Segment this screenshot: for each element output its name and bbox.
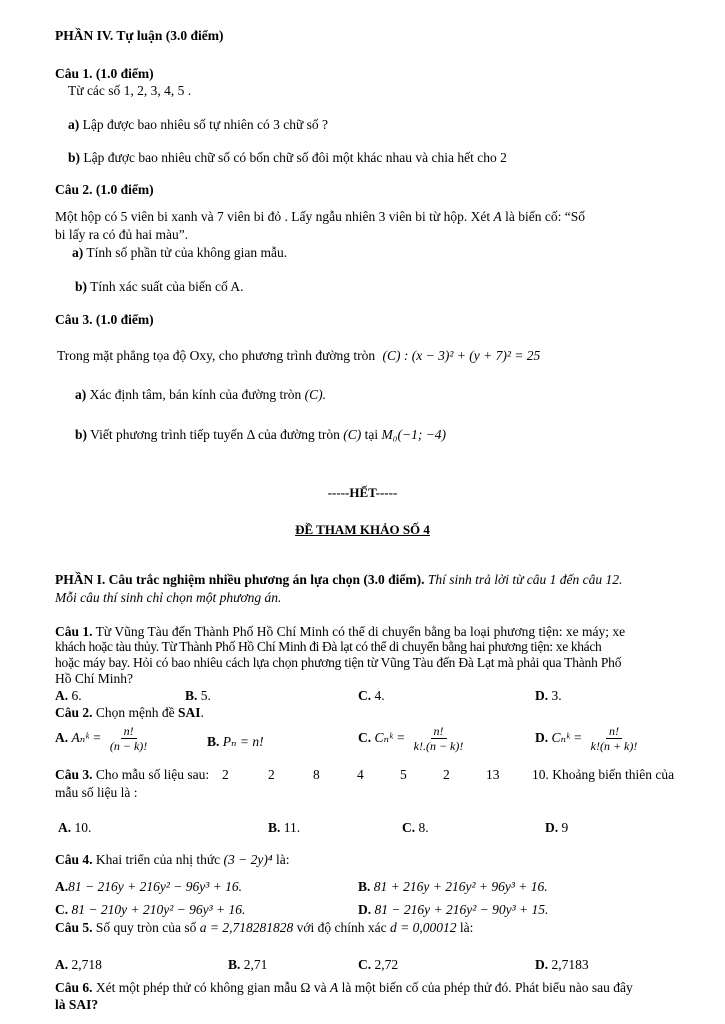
q3-stem-cont: mẫu số liệu là :	[55, 785, 138, 800]
val: 2,71	[243, 957, 268, 972]
q2-opt-d[interactable]	[535, 724, 642, 754]
key: D.	[545, 820, 559, 835]
key: A.	[55, 688, 69, 703]
key: C.	[358, 688, 372, 703]
q4-expr: (3 − 2y)⁴	[223, 852, 273, 867]
q3-opt-d[interactable]	[545, 820, 568, 837]
q2-label: Câu 2.	[55, 705, 93, 720]
q4-text: Khai triển của nhị thức	[95, 852, 221, 867]
key: D.	[535, 688, 549, 703]
q5-opt-b[interactable]	[228, 957, 267, 974]
q3-data-value: 2	[268, 767, 275, 782]
fraction	[411, 724, 467, 754]
q5-d: d = 0,00012	[390, 920, 457, 935]
q2-opt-c[interactable]	[358, 724, 468, 754]
q3-data-value: 4	[357, 767, 364, 782]
q5-label: Câu 5.	[55, 920, 93, 935]
key: C.	[402, 820, 416, 835]
q3-data-value: 13	[486, 767, 500, 782]
q2-dot: .	[200, 705, 204, 720]
q5-tail: là:	[459, 920, 474, 935]
num: n!	[606, 724, 622, 739]
key: A.	[55, 729, 69, 745]
key: B.	[268, 820, 281, 835]
val: 2,72	[374, 957, 399, 972]
fraction	[588, 724, 641, 754]
val: 4.	[374, 688, 385, 703]
q2-opt-a[interactable]	[55, 724, 152, 754]
num: n!	[121, 724, 137, 739]
key: A.	[58, 820, 72, 835]
val: 6.	[71, 688, 82, 703]
part1-heading	[55, 572, 622, 589]
text: Lập được bao nhiêu chữ số có bốn chữ số đôi một khác nhau và chia hết cho 2	[83, 150, 507, 165]
q5-mid: với độ chính xác	[296, 920, 387, 935]
q3-data-value: 5	[400, 767, 407, 782]
fraction	[107, 724, 150, 754]
p4-q2-a	[72, 245, 287, 262]
q5-opt-d[interactable]	[535, 957, 589, 974]
val: 8.	[418, 820, 429, 835]
circle-symbol: (C).	[304, 387, 327, 402]
stem-var: A	[493, 209, 502, 224]
q5-opt-c[interactable]	[358, 957, 398, 974]
q6-text-b: là một biến cố của phép thử đó. Phát biểu nào sau đây	[341, 980, 633, 995]
q4-tail: là:	[275, 852, 290, 867]
key: D.	[535, 729, 549, 745]
text: Tính xác suất của biến cố A.	[90, 279, 244, 294]
q3-data-value: 10	[532, 767, 546, 782]
label: b)	[75, 279, 88, 294]
q4-stem	[55, 852, 289, 869]
circle-symbol: (C)	[343, 427, 362, 442]
val: 2,7183	[551, 957, 589, 972]
key: C.	[55, 902, 69, 917]
text: Xác định tâm, bán kính của đường tròn	[89, 387, 302, 402]
label: b)	[68, 150, 81, 165]
p4-q2-stem	[55, 209, 585, 226]
q3-data-value: 2	[222, 767, 229, 782]
q6-var: A	[329, 980, 339, 995]
val: 81 − 210y + 210y² − 96y³ + 16.	[71, 902, 246, 917]
q1-line3: hoặc máy bay. Hỏi có bao nhiêu cách lựa chọn phương tiện từ Vũng Tàu đến Đà Lạt mà phải qua Thành Phố	[55, 655, 622, 670]
val: 9	[561, 820, 569, 835]
q2-stem	[55, 705, 204, 722]
q2-text: Chọn mệnh đề	[95, 705, 175, 720]
key: C.	[358, 957, 372, 972]
lhs: Cₙᵏ =	[374, 729, 406, 745]
val: 10.	[74, 820, 92, 835]
val: 11.	[283, 820, 301, 835]
p4-q3-a	[75, 387, 326, 404]
val: 2,718	[71, 957, 102, 972]
p4-q1-title: Câu 1. (1.0 điểm)	[55, 66, 154, 81]
q5-text: Số quy tròn của số	[95, 920, 197, 935]
p4-q2-stem-cont: bi lấy ra có đủ hai màu”.	[55, 227, 189, 242]
key: D.	[535, 957, 549, 972]
point: M₀(−1; −4)	[381, 427, 447, 442]
q1-opt-c[interactable]	[358, 688, 385, 705]
at: tại	[364, 427, 379, 442]
key: D.	[358, 902, 372, 917]
lhs: Cₙᵏ =	[551, 729, 583, 745]
part4-heading: PHẦN IV. Tự luận (3.0 điểm)	[55, 28, 224, 43]
note: Thí sinh trả lời từ câu 1 đến câu 12.	[427, 572, 623, 587]
p4-q3-title: Câu 3. (1.0 điểm)	[55, 312, 154, 327]
q1-text: Từ Vũng Tàu đến Thành Phố Hồ Chí Minh có thể di chuyển bằng ba loại phương tiện: xe máy; xe	[95, 624, 626, 639]
q5-stem	[55, 920, 473, 937]
q3-opt-b[interactable]	[268, 820, 300, 837]
key: C.	[358, 729, 372, 745]
p4-q2-title: Câu 2. (1.0 điểm)	[55, 182, 154, 197]
q1-line2: khách hoặc tàu thủy. Từ Thành Phố Hồ Chí Minh đi Đà lạt có thể di chuyển bằng hai phương tiện: xe khách	[55, 639, 602, 654]
den: k!(n + k)!	[590, 739, 638, 754]
p4-q3-b	[75, 427, 446, 444]
q3-data-value: 2	[443, 767, 450, 782]
key: B.	[358, 879, 371, 894]
q1-line4: Hồ Chí Minh?	[55, 671, 134, 686]
exam-title: ĐỀ THAM KHẢO SỐ 4	[295, 522, 430, 537]
den: k!.(n − k)!	[413, 739, 464, 754]
q6-text: Xét một phép thử có không gian mẫu Ω và	[95, 980, 327, 995]
q6-label: Câu 6.	[55, 980, 93, 995]
key: B.	[185, 688, 198, 703]
end-marker: -----HẾT-----	[327, 485, 398, 500]
text: Viết phương trình tiếp tuyến Δ của đường tròn	[90, 427, 340, 442]
label: a)	[72, 245, 84, 260]
label: a)	[75, 387, 87, 402]
q2-sai: SAI	[178, 705, 201, 720]
q6-stem-cont: là SAI?	[55, 997, 99, 1012]
lhs: Aₙᵏ =	[71, 729, 102, 745]
key: B.	[228, 957, 241, 972]
key: A.	[55, 957, 69, 972]
q3-text: Cho mẫu số liệu sau:	[95, 767, 210, 782]
stem: Trong mặt phẳng tọa độ Oxy, cho phương trình đường tròn	[57, 348, 376, 363]
p4-q2-b	[75, 279, 243, 296]
p4-q3-stem	[57, 348, 540, 365]
q1-label: Câu 1.	[55, 624, 93, 639]
den: (n − k)!	[109, 739, 148, 754]
q3-data-value: 8	[313, 767, 320, 782]
q4-opt-b[interactable]	[358, 879, 548, 896]
q3-tail-text: . Khoảng biến thiên của	[545, 767, 675, 782]
q4-label: Câu 4.	[55, 852, 93, 867]
p4-q1-stem: Từ các số 1, 2, 3, 4, 5 .	[68, 83, 192, 98]
key: A.	[55, 879, 69, 894]
stem-part: Một hộp có 5 viên bi xanh và 7 viên bi đỏ . Lấy ngẫu nhiên 3 viên bi từ hộp. Xét	[55, 209, 491, 224]
val: 81 − 216y + 216y² − 90y³ + 15.	[374, 902, 549, 917]
q1-opt-b[interactable]	[185, 688, 211, 705]
val: 3.	[551, 688, 562, 703]
lhs: Pₙ = n!	[222, 734, 264, 749]
q1-opt-a[interactable]	[55, 688, 82, 705]
circle-equation: (C) : (x − 3)² + (y + 7)² = 25	[382, 348, 541, 363]
key: B.	[207, 734, 220, 749]
num: n!	[431, 724, 447, 739]
q6-stem	[55, 980, 633, 997]
q4-opt-c[interactable]	[55, 902, 245, 919]
q5-opt-a[interactable]	[55, 957, 102, 974]
q3-tail	[532, 767, 674, 784]
val: 81 − 216y + 216y² − 96y³ + 16.	[68, 879, 243, 894]
text: Tính số phần tử của không gian mẫu.	[86, 245, 288, 260]
p4-q1-a	[68, 117, 328, 134]
label: b)	[75, 427, 88, 442]
q4-opt-a[interactable]	[55, 879, 242, 896]
q4-opt-d[interactable]	[358, 902, 548, 919]
p4-q1-b	[68, 150, 507, 167]
heading: PHẦN I. Câu trắc nghiệm nhiều phương án lựa chọn (3.0 điểm).	[55, 572, 425, 587]
val: 5.	[200, 688, 211, 703]
label: a)	[68, 117, 80, 132]
q3-opt-a[interactable]	[58, 820, 91, 837]
text: Lập được bao nhiêu số tự nhiên có 3 chữ số ?	[82, 117, 329, 132]
q3-stem	[55, 767, 209, 784]
stem-part: là biến cố: “Số	[505, 209, 585, 224]
q1-opt-d[interactable]	[535, 688, 562, 705]
part1-note: Mỗi câu thí sinh chỉ chọn một phương án.	[55, 590, 282, 605]
q2-opt-b[interactable]	[207, 734, 264, 751]
q3-opt-c[interactable]	[402, 820, 429, 837]
q5-a: a = 2,718281828	[199, 920, 294, 935]
q3-label: Câu 3.	[55, 767, 93, 782]
val: 81 + 216y + 216y² + 96y³ + 16.	[373, 879, 548, 894]
